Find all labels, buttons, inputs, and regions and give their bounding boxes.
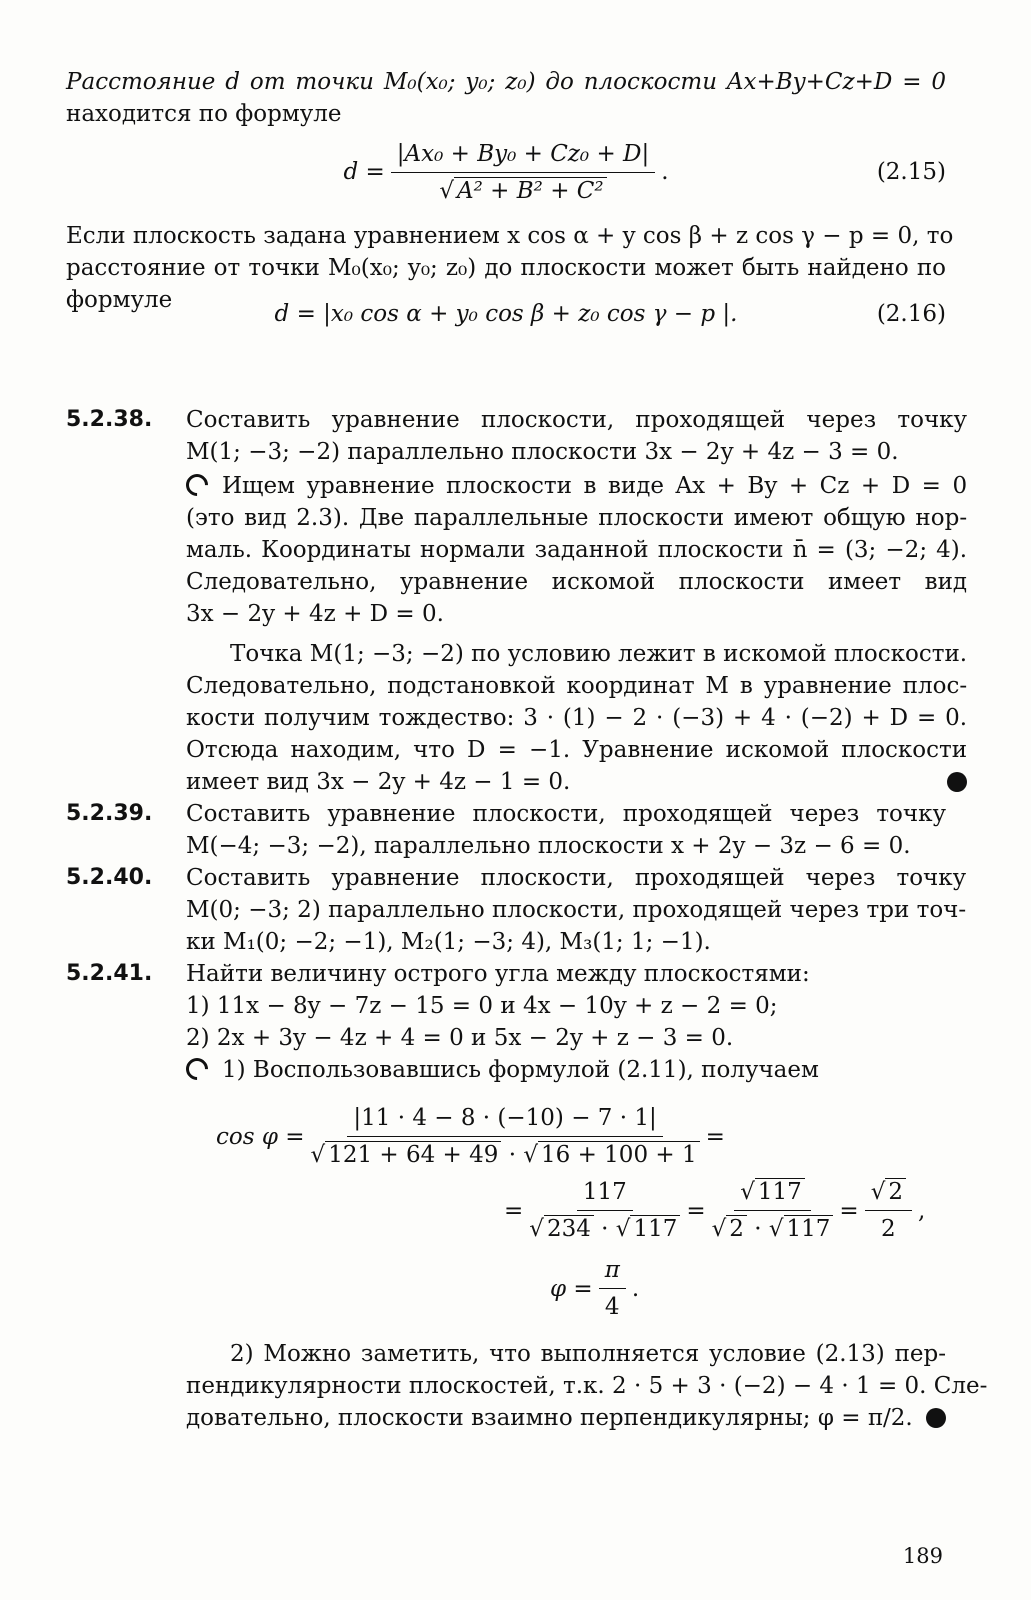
problem-text: ки M₁(0; −2; −1), M₂(1; −3; 4), M₃(1; 1; −1).: [186, 929, 711, 955]
equals-sign: =: [839, 1197, 859, 1224]
solution-text: маль. Координаты нормали заданной плоскости n̄ = (3; −2; 4).: [186, 537, 968, 563]
f3-den-b: 117: [784, 1215, 834, 1242]
formula-2-15: d = $\frac{\text{|Ax₀ + By₀ + Cz₀ + D|}}{\text{√ A² + B² + C²}}$ . (2.15): [66, 136, 946, 208]
page-number: 189: [902, 1544, 943, 1568]
problem-item-2: 2) 2x + 3y − 4z + 4 = 0 и 5x − 2y + z − 3 = 0.: [186, 1025, 734, 1051]
f2-den-a: 234: [544, 1215, 594, 1242]
problem-item-1: 1) 11x − 8y − 7z − 15 = 0 и 4x − 10y + z − 2 = 0;: [186, 993, 778, 1019]
solution-text: (это вид 2.3). Две параллельные плоскости имеют общую нор-: [186, 505, 968, 531]
solution-start-icon: [181, 469, 212, 500]
f4-denominator: 2: [881, 1216, 896, 1242]
problem-5-2-38: [66, 404, 968, 798]
f215-fraction: $\frac{\text{|Ax₀ + By₀ + Cz₀ + D|}}{\text{√ A² + B² + C²}}$: [391, 138, 655, 207]
equals-sign: =: [686, 1197, 706, 1224]
phi-lhs: φ =: [550, 1275, 593, 1302]
problem-number: 5.2.40.: [66, 865, 153, 890]
solution-text: Точка M(1; −3; −2) по условию лежит в искомой плоскости.: [230, 641, 968, 667]
f2-numerator: 117: [577, 1176, 633, 1211]
phi-denominator: 4: [604, 1294, 620, 1320]
solution-text: Следовательно, уравнение искомой плоскости имеет вид: [186, 569, 968, 595]
solution-text: 3x − 2y + 4z + D = 0.: [186, 601, 444, 627]
intro-line-2: находится по формуле: [66, 101, 342, 127]
problem-text: Найти величину острого угла между плоскостями:: [186, 961, 810, 987]
f215-numerator: |Ax₀ + By₀ + Cz₀ + D|: [391, 138, 655, 173]
solution-text: Отсюда находим, что D = −1. Уравнение искомой плоскости: [186, 737, 968, 763]
cos-derivation: cos φ = $\frac{|11 \cdot 4 - 8 \cdot (-10) - 7 \cdot 1|}{√ 121 + 64 + 49 \cdot √ 16 + 100 + 1}$ = = $\frac{117}{√ 234 \cdot √ 117}$ = $\frac{√ 117}{√ 2 \cdot √ 117}$ = $\frac{√ 2}{2}$ , φ = $\frac{\pi}{4}$ .: [66, 1102, 946, 1352]
phi-numerator: π: [599, 1254, 626, 1289]
solution-end-icon: [947, 772, 967, 792]
page-content: [66, 66, 988, 1434]
solution-text: 1) Воспользовавшись формулой (2.11), получаем: [222, 1057, 819, 1083]
f215-lhs: d =: [343, 159, 385, 185]
solution-text: Ищем уравнение плоскости в виде Ax + By + Cz + D = 0: [222, 473, 968, 499]
solution-text: Следовательно, подстановкой координат M в уравнение плос-: [186, 673, 968, 699]
cos-den-b: 16 + 100 + 1: [538, 1141, 700, 1168]
solution-text: имеет вид 3x − 2y + 4z − 1 = 0.: [186, 769, 571, 795]
f215-denominator: A² + B² + C²: [454, 177, 607, 204]
f216-tag: (2.16): [876, 301, 946, 327]
solution-start-icon: [181, 1053, 212, 1084]
problem-text: M(1; −3; −2) параллельно плоскости 3x − 2y + 4z − 3 = 0.: [186, 439, 899, 465]
problem-5-2-40: [66, 862, 967, 958]
f4-numerator: 2: [885, 1178, 906, 1205]
problem-text: M(−4; −3; −2), параллельно плоскости x + 2y − 3z − 6 = 0.: [186, 833, 911, 859]
solution-text: пендикулярности плоскостей, т.к. 2 · 5 + 3 · (−2) − 4 · 1 = 0. Сле-: [186, 1373, 988, 1399]
problem-5-2-41: [66, 958, 946, 1086]
intro-line-1: Расстояние d от точки M₀(x₀; y₀; z₀) до плоскости Ax+By+Cz+D = 0: [66, 69, 946, 95]
problem-text: Составить уравнение плоскости, проходящей через точку: [186, 407, 968, 433]
intro-line-3: Если плоскость задана уравнением x cos α + y cos β + z cos γ − p = 0, то: [66, 223, 954, 249]
equals-sign: =: [705, 1123, 725, 1150]
problem-5-2-39: [66, 798, 946, 862]
intro-line-4: расстояние от точки M₀(x₀; y₀; z₀) до плоскости может быть найдено по: [66, 255, 946, 281]
solution-text: 2) Можно заметить, что выполняется условие (2.13) пер-: [230, 1341, 946, 1367]
intro-line-5: формуле: [66, 287, 173, 313]
cos-lhs: cos φ =: [216, 1123, 305, 1150]
f3-numerator: 117: [755, 1178, 805, 1205]
problem-number: 5.2.39.: [66, 801, 153, 826]
f2-den-b: 117: [630, 1215, 680, 1242]
solution-text: довательно, плоскости взаимно перпендикулярны; φ = π/2.: [186, 1405, 913, 1431]
problem-text: Составить уравнение плоскости, проходящей через точку: [186, 801, 946, 827]
cos-den-a: 121 + 64 + 49: [325, 1141, 501, 1168]
f216-body: d = |x₀ cos α + y₀ cos β + z₀ cos γ − p |.: [274, 301, 738, 327]
problem-text: M(0; −3; 2) параллельно плоскости, проходящей через три точ-: [186, 897, 967, 923]
problem-number: 5.2.41.: [66, 961, 153, 986]
formula-2-16: [66, 298, 946, 330]
cos-numerator: |11 · 4 − 8 · (−10) − 7 · 1|: [347, 1102, 662, 1137]
solution-text: кости получим тождество: 3 · (1) − 2 · (−3) + 4 · (−2) + D = 0.: [186, 705, 968, 731]
f3-den-a: 2: [726, 1215, 747, 1242]
equals-sign: =: [504, 1197, 524, 1224]
solution-end-icon: [926, 1408, 946, 1428]
f215-tag: (2.15): [876, 159, 946, 185]
problem-text: Составить уравнение плоскости, проходящей через точку: [186, 865, 967, 891]
problem-number: 5.2.38.: [66, 407, 153, 432]
